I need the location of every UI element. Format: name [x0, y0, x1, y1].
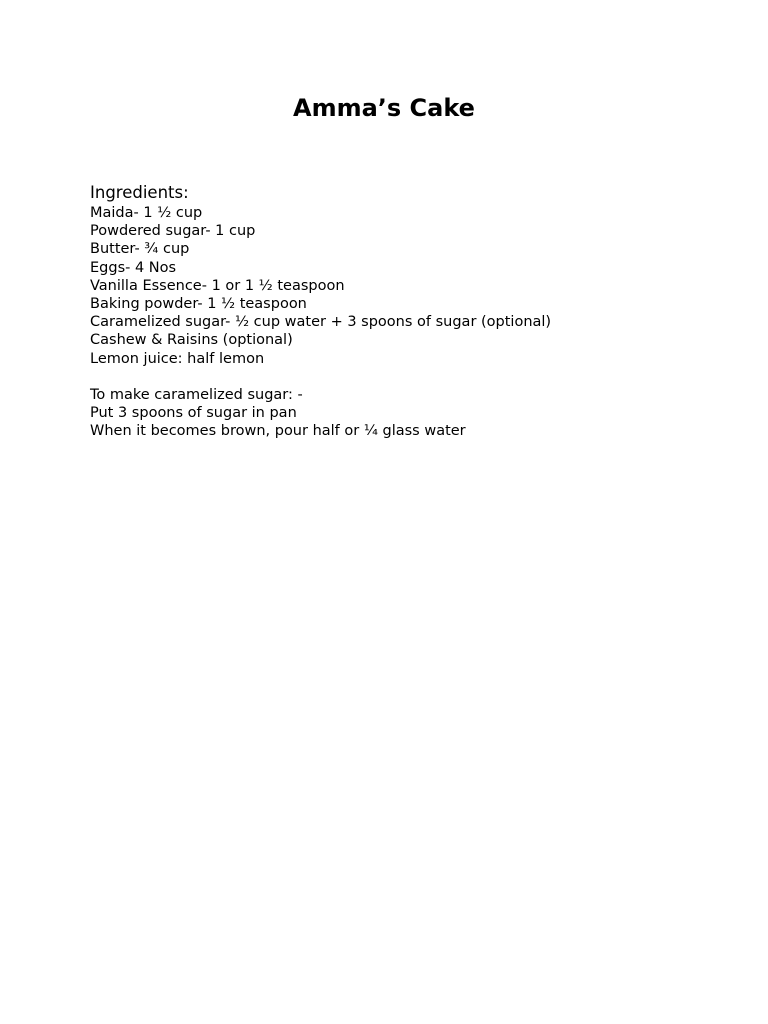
ingredient-item: Baking powder- 1 ½ teaspoon [90, 296, 307, 313]
ingredient-item: Cashew & Raisins (optional) [90, 332, 293, 349]
ingredient-item: Powdered sugar- 1 cup [90, 223, 256, 240]
paragraph-spacer [90, 368, 730, 386]
caramel-heading: To make caramelized sugar: - [90, 387, 303, 404]
caramel-steps-list [90, 404, 730, 440]
recipe-body [90, 182, 730, 441]
ingredient-item: Eggs- 4 Nos [90, 259, 177, 276]
ingredients-list [90, 204, 730, 368]
ingredient-item: Maida- 1 ½ cup [90, 205, 203, 221]
ingredient-item: Butter- ¾ cup [90, 241, 190, 258]
caramel-step: When it becomes brown, pour half or ¼ glass water [90, 423, 466, 440]
ingredient-item: Caramelized sugar- ½ cup water + 3 spoons of sugar (optional) [90, 314, 552, 331]
caramel-step: Put 3 spoons of sugar in pan [90, 405, 297, 422]
ingredient-item: Vanilla Essence- 1 or 1 ½ teaspoon [90, 277, 345, 294]
ingredients-heading: Ingredients: [90, 183, 189, 202]
document-title: Amma’s Cake [293, 94, 475, 122]
ingredient-item: Lemon juice: half lemon [90, 350, 265, 367]
